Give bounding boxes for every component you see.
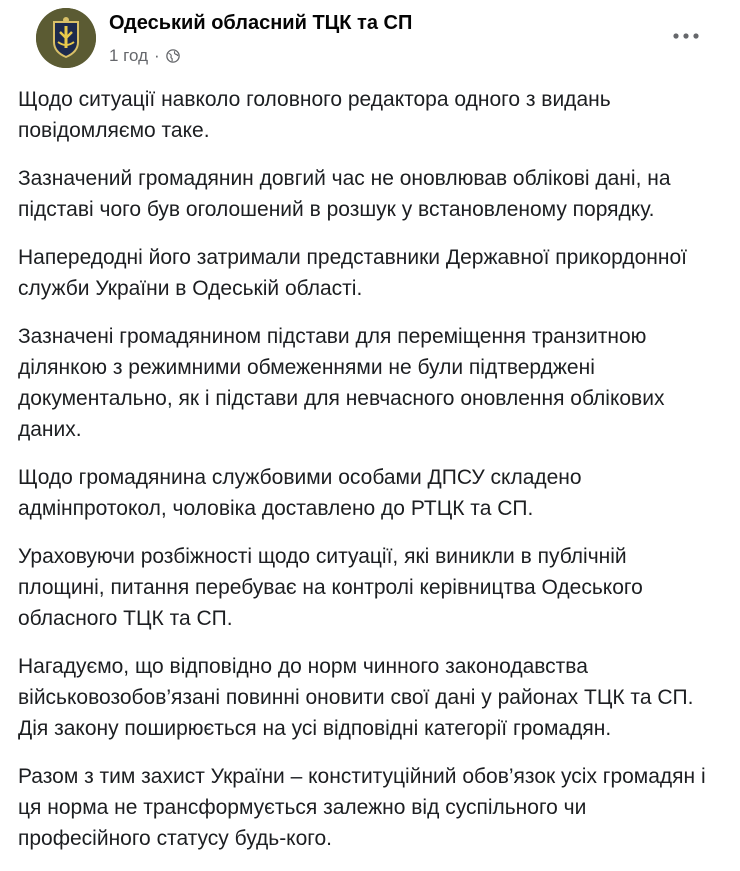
more-options-button[interactable] xyxy=(668,18,704,54)
page-name-link[interactable]: Одеський обласний ТЦК та СП xyxy=(109,12,413,34)
post-timestamp[interactable]: 1 год xyxy=(109,46,149,65)
meta-separator: · xyxy=(154,46,160,65)
post-paragraph: Ураховуючи розбіжності щодо ситуації, які виникли в публічній площині, питання перебуває на контролі керівництва Одеського обласного ТЦК та СП. xyxy=(18,545,643,630)
post-body xyxy=(18,84,718,871)
post-paragraph: Напередодні його затримали представники Державної прикордонної служби України в Одеській області. xyxy=(18,246,687,300)
page-avatar[interactable] xyxy=(36,8,96,68)
post-paragraph: Щодо ситуації навколо головного редактора одного з видань повідомляємо таке. xyxy=(18,88,611,142)
post-header xyxy=(18,0,722,82)
post-paragraph: Разом з тим захист України – конституційний обов’язок усіх громадян і ця норма не трансформується залежно від суспільного чи професійного статусу будь-кого. xyxy=(18,765,706,850)
military-emblem-icon xyxy=(36,8,96,68)
globe-icon[interactable] xyxy=(166,49,180,63)
post-paragraph: Зазначений громадянин довгий час не оновлював облікові дані, на підставі чого був оголошений в розшук у встановленому порядку. xyxy=(18,167,671,221)
post-meta xyxy=(109,46,180,66)
post-paragraph: Зазначені громадянином підстави для переміщення транзитною ділянкою з режимними обмеженнями не були підтверджені документально, як і підстави для невчасного оновлення облікових даних. xyxy=(18,325,665,441)
post-paragraph: Нагадуємо, що відповідно до норм чинного законодавства військовозобов’язані повинні оновити свої дані у районах ТЦК та СП. Дія закону поширюється на усі відповідні категорії громадян. xyxy=(18,655,694,740)
more-options-icon xyxy=(672,32,700,40)
post-paragraph: Щодо громадянина службовими особами ДПСУ складено адмінпротокол, чоловіка доставлено до РТЦК та СП. xyxy=(18,466,582,520)
